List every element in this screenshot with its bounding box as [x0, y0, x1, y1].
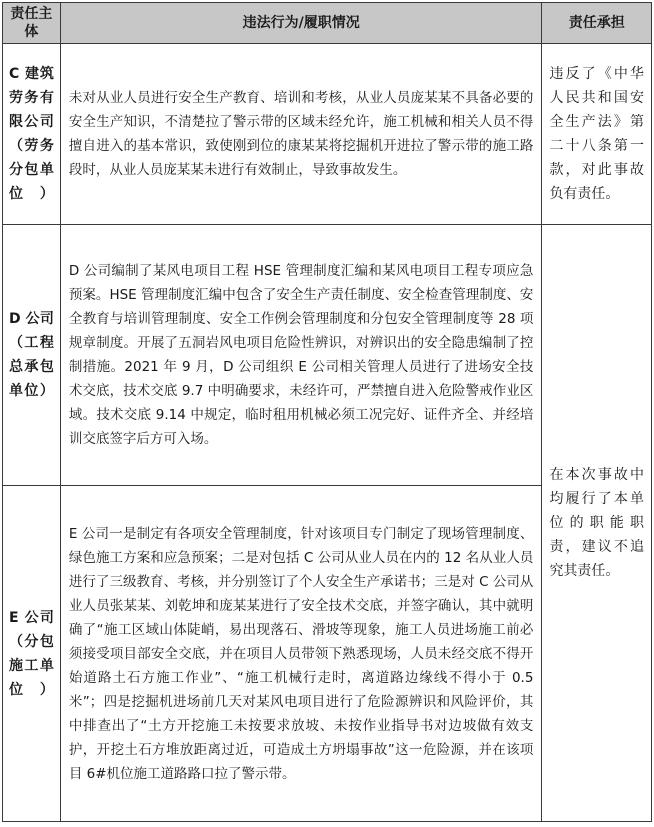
table-row [3, 225, 652, 486]
shared-responsibility-text: 在本次事故中均履行了本单位的职能职责，建议不追究其责任。 [549, 467, 644, 579]
header-violation: 违法行为/履职情况 [60, 3, 542, 44]
header-party: 责任主体 [3, 3, 61, 44]
violation-cell: D 公司编制了某风电项目工程 HSE 管理制度汇编和某风电项目工程专项应急预案。HSE 管理制度汇编中包含了安全生产责任制度、安全检查管理制度、安全教育与培训管理制度、安全工作例会管理制度和分包安全管理制度等 28 项规章制度。开展了五洞岩风电项目危险性辨识，对辨识出的安全隐患编制了控制措施。2021 年 9 月，D 公司组织 E 公司相关管理人员进行了进场安全技术交底，技术交底 9.7 中明确要求，未经许可，严禁擅自进入危险警戒作业区域。技术交底 9.14 中规定，临时租用机械必须工况完好、证件齐全、并经培训交底签字后方可入场。 [60, 225, 542, 486]
violation-cell: E 公司一是制定有各项安全管理制度，针对该项目专门制定了现场管理制度、绿色施工方案和应急预案；二是对包括 C 公司从业人员在内的 12 名从业人员进行了三级教育、考核，并分别签订了个人安全生产承诺书；三是对 C 公司从业人员张某某、刘乾坤和庞某某进行了安全技术交底，并签字确认，其中就明确了“施工区域山体陡峭，易出现落石、滑坡等现象，施工人员进场施工前必须接受项目部安全交底，并在项目人员带领下熟悉现场，人员未经交底不得开始道路土石方施工作业”、“施工机械行走时，离道路边缘线不得小于 0.5 米”；四是挖掘机进场前几天对某风电项目进行了危险源辨识和风险评价，其中排查出了“土方开挖施工未按要求放坡、未按作业指导书对边坡做有效支护，开挖土石方堆放距离过近，可造成土方坍塌事故”这一危险源，并在该项目 6#机位施工道路路口拉了警示带。 [60, 486, 542, 822]
party-cell [3, 486, 61, 822]
party-cell [3, 225, 61, 486]
violation-cell: 未对从业人员进行安全生产教育、培训和考核，从业人员庞某某不具备必要的安全生产知识，不清楚拉了警示带的区域未经允许，施工机械和相关人员不得擅自进入的基本常识，致使刚到位的康某某将挖掘机开进拉了警示带的施工路段时，从业人员庞某某未进行有效制止，导致事故发生。 [60, 44, 542, 225]
responsibility-cell [542, 44, 652, 225]
table-row [3, 44, 652, 225]
party-name: E 公司（分包施工单位） [9, 609, 54, 698]
shared-responsibility-cell [542, 225, 652, 822]
responsibility-text: 违反了《中华人民共和国安全生产法》第二十八条第一款，对此事故负有责任。 [549, 66, 644, 202]
party-cell [3, 44, 61, 225]
party-name: D 公司（工程总承包单位） [9, 311, 54, 399]
party-name: C 建筑劳务有限公司（劳务分包单位） [9, 66, 54, 202]
accident-responsibility-table [2, 2, 652, 822]
header-responsibility: 责任承担 [542, 3, 652, 44]
header-row [3, 3, 652, 44]
